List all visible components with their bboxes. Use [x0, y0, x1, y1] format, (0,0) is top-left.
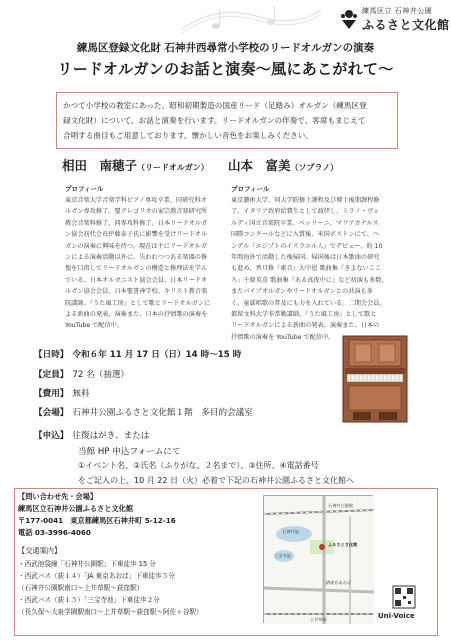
transport-heading: 【交通案内】 [18, 546, 62, 555]
intro-line-2: 録文化財）について、お話と演奏を行います。リードオルガンの伴奏で、客席もまじえて [63, 116, 366, 125]
performer-name: 山本 富美 [228, 158, 291, 173]
date-label: 【日時】 [34, 350, 69, 360]
performer-role: （リードオルガン） [137, 163, 209, 172]
apply-line-2: 当館 HP 申込フォームにて [78, 447, 181, 457]
apply-line-3: ①イベント名、②氏名（ふりがな、２名まで）、③住所、④電話番号 [78, 461, 319, 470]
music-notes-decoration [176, 2, 326, 36]
detail-venue [34, 406, 253, 418]
profile-label-yamamoto: プロフィール [231, 185, 270, 193]
map-label-ja: JA東京あおば [326, 580, 351, 585]
logo-subtitle: 練馬区立 石神井公園 [362, 7, 433, 15]
profile-line: ン協会初代会長伊藤泰子氏に影響を受けリードオル [65, 231, 208, 239]
uni-voice-label: Uni-Voice [378, 612, 415, 620]
map-drawing [264, 496, 374, 624]
detail-capacity [34, 368, 129, 380]
profile-line: リードオルガンによる新曲の発表、演奏また、日本の [231, 322, 380, 330]
map-label-kamiigusa: 上井草駅 [310, 617, 327, 622]
profile-line: く、童謡唱歌の普及にも力を入れている。二期会会員。 [231, 299, 386, 307]
map-label-sanpoji-pond: 三宝寺池 [274, 553, 291, 558]
intro-line-1: かつて小学校の教室にあった、昭和初期製造の国産リード（足踏み）オルガン（練馬区登 [63, 101, 367, 110]
profile-label-aida: プロフィール [65, 185, 104, 193]
detail-apply [34, 429, 149, 441]
capacity-value: 72 名（抽選） [72, 370, 130, 380]
performer-role: （ソプラノ） [290, 163, 339, 172]
event-title: リードオルガンのお話と演奏〜風にあこがれて〜 [57, 60, 394, 78]
profile-line: 東京藝術大学、同大学院修士課程及び博士後期課程修 [231, 197, 380, 204]
map-label-museum: ふるさと文化館 [328, 542, 358, 547]
profile-text-yamamoto [231, 195, 391, 343]
profile-line: ルディ国立音楽院卒業。ベッリーニ、マリアカナルス [231, 219, 379, 227]
profile-line: ルガン専攻修了。聖グレゴリオの家宗教音楽研究所 [65, 208, 208, 216]
transport-line-1: ・西武池袋線「石神井公園駅」下車徒歩 15 分 [18, 560, 156, 568]
museum-logo [339, 6, 450, 34]
profile-line: またパイプオルガンやリードオルガンとの共演も多 [231, 288, 373, 296]
intro-line-3: 合唱する曲目もご用意しております。懐かしい音色をお楽しみください。 [63, 131, 313, 140]
contact-heading: 【問い合わせ先・会場】 [18, 492, 98, 501]
apply-line-1: 往復はがき、または [72, 431, 150, 441]
venue-value: 石神井公園ふるさと文化館１階 多目的会議室 [72, 408, 253, 418]
profile-line: 抒情歌の演奏を YouTube で配信中。 [231, 333, 335, 341]
profile-line: 国際コンクールなどに入賞後、米国ボストンにて、ヘ [231, 231, 380, 239]
transport-line-2: ・西武バス（荻１４）「JA 東京あおば」下車徒歩５分 [18, 572, 175, 580]
profile-line: 東京音楽大学音楽学科ピアノ専攻卒業、同研究科オ [65, 197, 207, 204]
profile-line: ろ』千原英喜 歌曲集『ある真夜中に』など初演も多数。 [231, 276, 388, 284]
profile-line: 復を目指してリードオルガンの構造と修理法を学ん [65, 265, 208, 273]
map-label-ishigami-pond: 石神井池 [282, 529, 299, 534]
intro-box [56, 92, 398, 149]
profile-line: 年間海外で活動した後帰国。帰国後は日本歌曲の研究 [231, 254, 380, 262]
transport-line-4: ・西武バス（荻１５）「三宝寺池」下車徒歩２分 [18, 596, 160, 604]
reed-organ-illustration [339, 330, 411, 424]
detail-date [34, 348, 241, 360]
uni-voice-code-icon [392, 585, 416, 609]
apply-label: 【申込】 [34, 431, 69, 441]
apply-line-4: をご記入の上、10 月 22 日（火）必着で下記の石神井公園ふるさと文化館へ [78, 476, 354, 485]
fee-label: 【費用】 [34, 389, 69, 399]
profile-line: も進め、香月修『素音』大中恩 歌曲集『きよないここ [231, 265, 382, 273]
profile-line: よる新曲の発表、演奏また、日本の抒情歌の演奏を [65, 311, 208, 319]
profile-line: ンデル『エジプトのイスラエル人』でデビュー。約 10 [231, 242, 383, 250]
performer-name: 相田 南穂子 [62, 158, 138, 173]
profile-line: 院講師。『うた風工房』として歌とリードオルガンに [65, 299, 211, 307]
performer-name-yamamoto [228, 156, 338, 174]
profile-line: YouTube で配信中。 [65, 322, 124, 330]
event-subtitle: 練馬区登録文化財 石神井西尋常小学校のリードオルガンの演奏 [76, 42, 375, 54]
date-value: 令和６年 11 月 17 日（日）14 時〜15 時 [72, 350, 242, 360]
profile-line: 都留文科大学非常勤講師。『うた風工房』として歌と [231, 311, 377, 319]
contact-name: 練馬区立石神井公園ふるさと文化館 [18, 504, 134, 513]
contact-address: 〒177-0041 東京都練馬区石神井町 5-12-16 [18, 516, 176, 525]
profile-line: ルガン協会会員、日本聖書神学校、キリスト教音楽 [65, 288, 208, 296]
performer-name-aida [62, 156, 209, 174]
profile-line: ンによる演奏活動以外に、失われつつある楽器の修 [65, 254, 208, 262]
profile-line: 了。イタリア政府給費生として渡伊し、ミラノ・ヴェ [231, 208, 380, 216]
fee-value: 無料 [72, 389, 90, 399]
profile-line: ガンの演奏に興味を持つ。現在は主にリードオルガ [65, 242, 207, 250]
transport-line-3: （石神井公園駅南口〜上井草駅〜荻窪駅） [18, 584, 144, 592]
profile-text-aida [65, 195, 223, 332]
logo-mark-icon [339, 8, 359, 30]
map-label-station: 石神井公園駅 [328, 503, 354, 508]
profile-line: 教会音楽科修了、同専攻科修了。日本リードオルガ [65, 219, 208, 227]
venue-label: 【会場】 [34, 408, 69, 418]
profile-line: でいる。日本オルガニスト協会会員、日本リードオ [65, 276, 208, 284]
logo-title: ふるさと文化館 [362, 18, 450, 32]
transport-line-5: （長久保〜大泉学園駅南口〜上井草駅〜荻窪駅〜阿佐ヶ谷駅） [18, 608, 203, 616]
detail-fee [34, 387, 90, 399]
access-map [263, 495, 373, 623]
capacity-label: 【定員】 [34, 370, 69, 380]
header [0, 0, 451, 36]
contact-phone: 電話 03-3996-4060 [18, 528, 91, 537]
